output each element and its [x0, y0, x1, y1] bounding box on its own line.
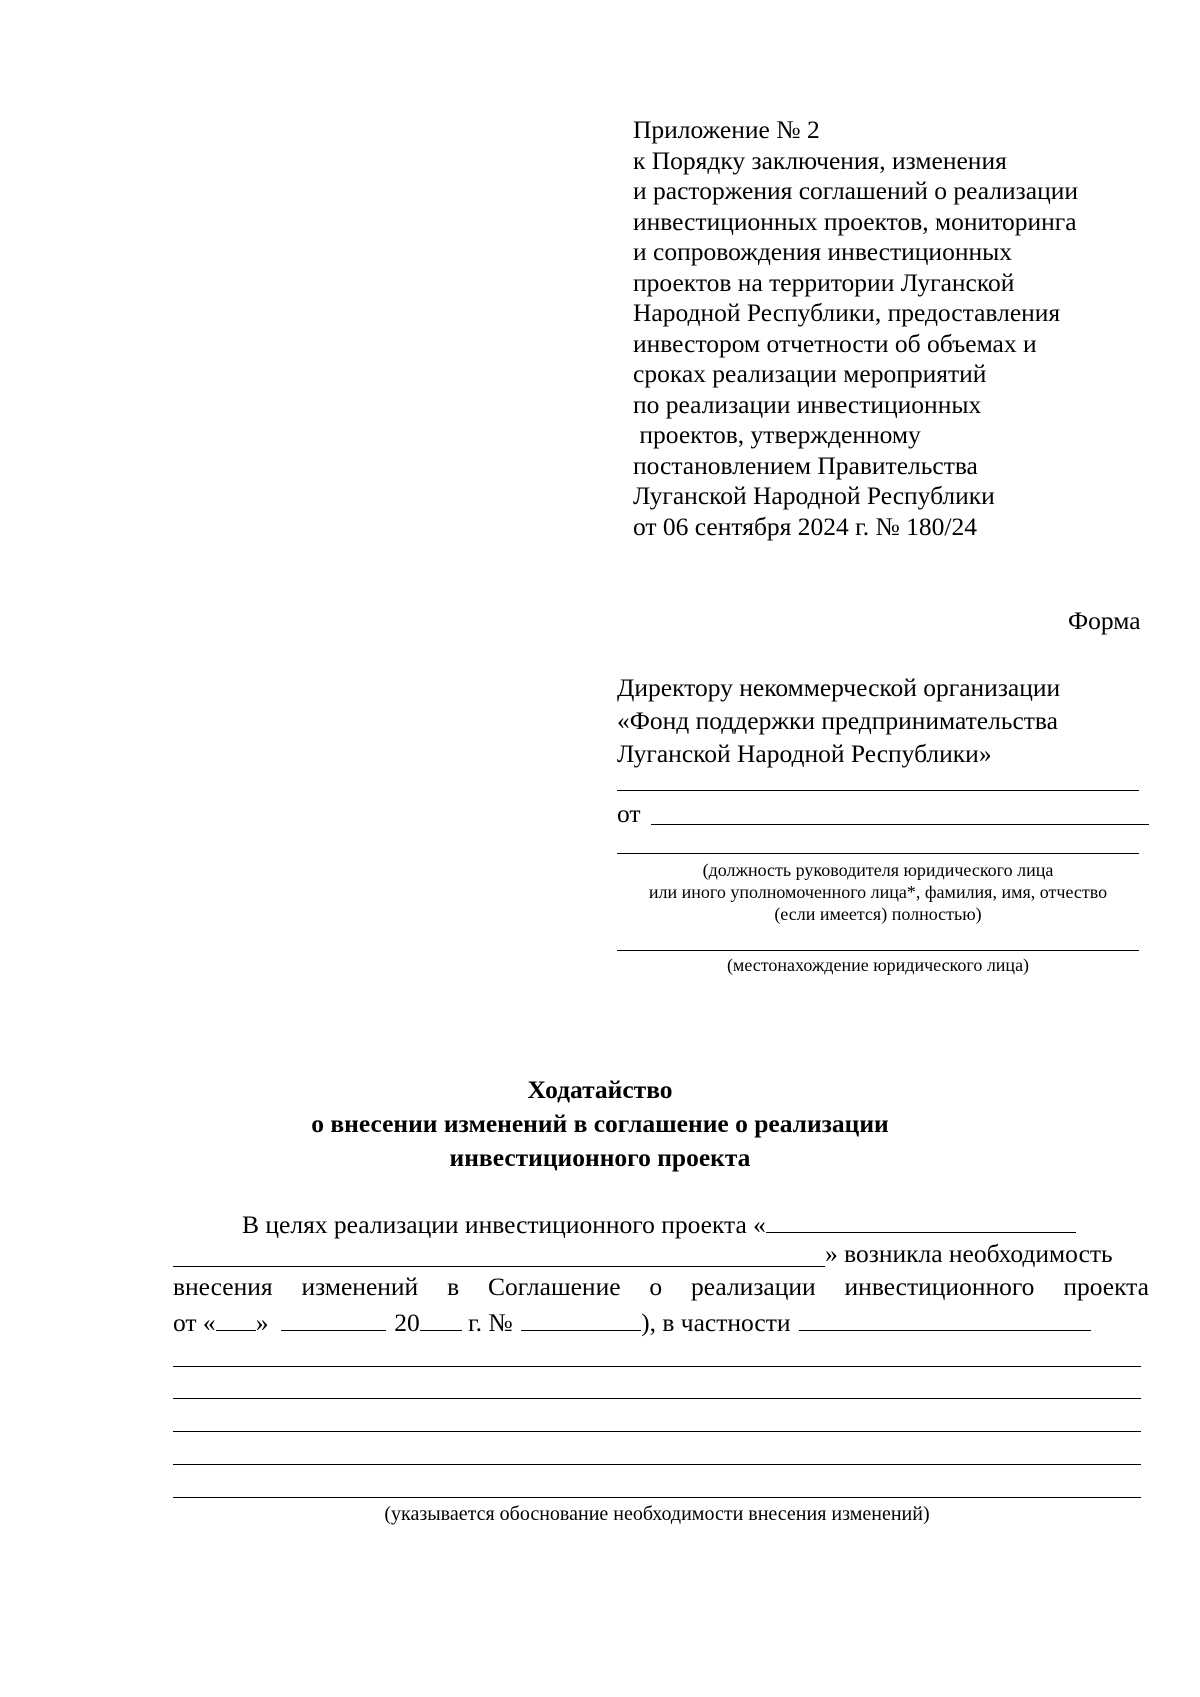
details-blank[interactable]: [799, 1304, 1091, 1331]
appendix-line: инвестором отчетности об объемах и: [633, 328, 1037, 358]
agreement-number-label: г. №: [461, 1308, 513, 1337]
body-line-2-text: » возникла необходимость: [825, 1239, 1113, 1268]
title-line: инвестиционного проекта: [449, 1143, 751, 1172]
agreement-from-label: от «: [173, 1308, 216, 1337]
position-blank-line[interactable]: [617, 853, 1139, 854]
appendix-line: проектов на территории Луганской: [633, 267, 1015, 297]
body-word: внесения: [173, 1272, 273, 1301]
appendix-line: проектов, утвержденному: [633, 420, 921, 449]
body-line-4: [173, 1304, 1091, 1338]
addressee-line: Директору некоммерческой организации: [617, 673, 1061, 702]
appendix-line: от 06 сентября 2024 г. № 180/24: [633, 511, 978, 541]
justification-line[interactable]: [173, 1431, 1141, 1432]
justification-caption: (указывается обоснование необходимости внесения изменений): [384, 1503, 930, 1525]
justification-line[interactable]: [173, 1464, 1141, 1465]
position-caption-line: (если имеется) полностью): [774, 904, 982, 924]
agreement-year-prefix: 20: [394, 1308, 420, 1337]
appendix-line: к Порядку заключения, изменения: [633, 145, 1007, 175]
appendix-line: инвестиционных проектов, мониторинга: [633, 206, 1077, 236]
justification-line[interactable]: [173, 1366, 1141, 1367]
body-word: инвестиционного: [844, 1272, 1035, 1301]
addressee-block: [617, 671, 1060, 770]
document-title: [0, 1073, 1200, 1175]
body-word: Соглашение: [488, 1272, 621, 1301]
agreement-year-blank[interactable]: [420, 1304, 462, 1331]
justification-line[interactable]: [173, 1497, 1141, 1498]
agreement-number-blank[interactable]: [521, 1304, 641, 1331]
justification-line[interactable]: [173, 1398, 1141, 1399]
title-line: Ходатайство: [527, 1075, 673, 1104]
agreement-quote-close: »: [255, 1308, 269, 1337]
appendix-line: Народной Республики, предоставления: [633, 298, 1061, 327]
appendix-line: и расторжения соглашений о реализации: [633, 176, 1079, 205]
body-word: проекта: [1063, 1272, 1149, 1301]
body-word: реализации: [691, 1272, 816, 1301]
title-line: о внесении изменений в соглашение о реализации: [311, 1109, 889, 1138]
agreement-month-blank[interactable]: [281, 1304, 386, 1331]
agreement-day-blank[interactable]: [216, 1304, 256, 1331]
project-name-blank-cont[interactable]: [173, 1266, 825, 1267]
body-word: о: [649, 1272, 663, 1301]
in-particular-text: ), в частности: [641, 1308, 791, 1337]
project-name-blank[interactable]: [766, 1206, 1076, 1233]
position-caption-line: или иного уполномоченного лица*, фамилия, имя, отчество: [648, 882, 1108, 902]
location-blank-line[interactable]: [617, 950, 1139, 951]
body-word: изменений: [301, 1272, 419, 1301]
body-word: в: [447, 1272, 460, 1301]
body-line-1-text: В целях реализации инвестиционного проекта «: [242, 1210, 766, 1239]
addressee-line: Луганской Народной Республики»: [617, 739, 992, 768]
from-blank-line[interactable]: [651, 824, 1149, 825]
appendix-block: [633, 115, 1078, 542]
addressee-blank-line[interactable]: [617, 790, 1139, 791]
from-label: от: [617, 799, 641, 828]
location-caption: (местонахождение юридического лица): [726, 955, 1030, 975]
form-label: Форма: [1068, 606, 1141, 635]
appendix-line: Приложение № 2: [633, 115, 820, 144]
appendix-line: сроках реализации мероприятий: [633, 359, 987, 388]
body-line-3: [173, 1272, 1149, 1302]
appendix-line: и сопровождения инвестиционных: [633, 237, 1012, 266]
appendix-line: Луганской Народной Республики: [633, 481, 995, 510]
position-caption-line: (должность руководителя юридического лица: [702, 860, 1054, 880]
appendix-line: постановлением Правительства: [633, 450, 978, 480]
body-line-1: [242, 1206, 1076, 1240]
appendix-line: по реализации инвестиционных: [633, 389, 982, 419]
position-caption: [617, 859, 1139, 925]
addressee-line: «Фонд поддержки предпринимательства: [617, 706, 1058, 735]
